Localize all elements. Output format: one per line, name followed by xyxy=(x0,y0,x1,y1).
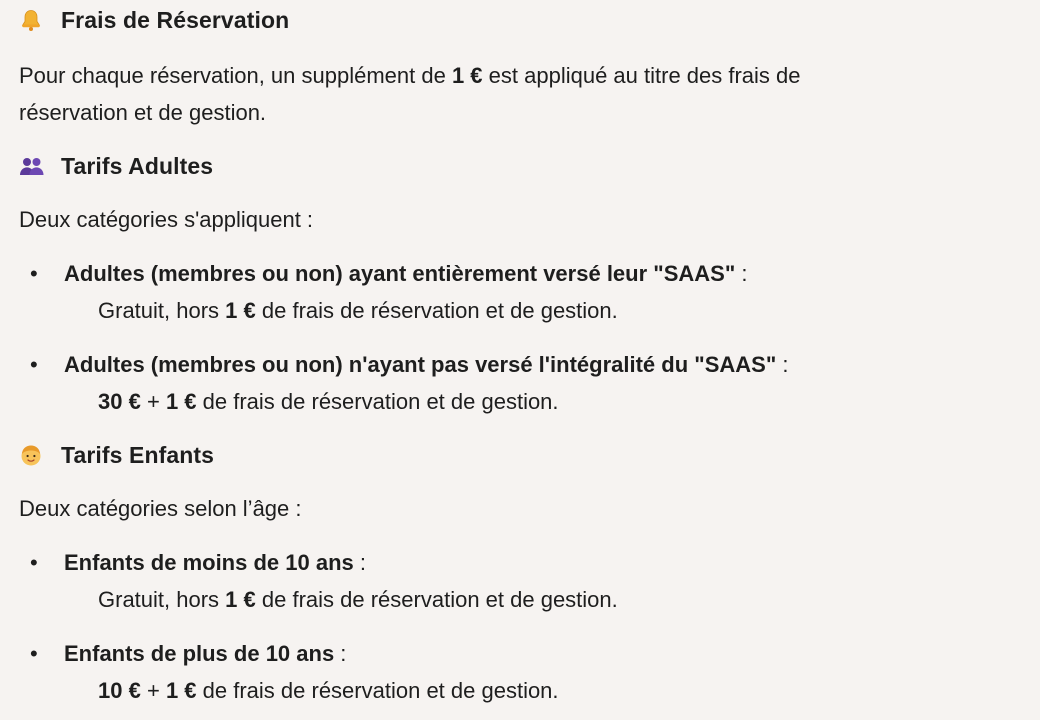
bullet-dot: • xyxy=(30,261,38,286)
detail-price: 30 € xyxy=(98,389,141,414)
bullet-detail xyxy=(64,581,1040,618)
detail-plus: + xyxy=(146,678,160,703)
bullet-colon: : xyxy=(776,352,789,377)
bullet-heading xyxy=(64,255,1040,292)
arrowhead-icon xyxy=(64,302,90,320)
detail-amount: 1 € xyxy=(225,587,256,612)
list-item xyxy=(19,255,1040,329)
detail-prefix: Gratuit, hors xyxy=(98,298,220,323)
bullet-dot: • xyxy=(30,641,38,666)
section-heading-enfants xyxy=(19,442,214,468)
list-item xyxy=(19,635,1040,709)
enfants-intro: Deux catégories selon l’âge : xyxy=(19,496,302,521)
arrowhead-icon xyxy=(64,591,90,609)
bullet-colon: : xyxy=(334,641,347,666)
bell-icon xyxy=(19,7,47,33)
section-title: Tarifs Adultes xyxy=(61,152,214,179)
bullet-detail xyxy=(64,672,1040,709)
detail-amount: 1 € xyxy=(225,298,256,323)
bullet-heading-text: Adultes (membres ou non) ayant entièrement versé leur "SAAS" xyxy=(64,261,736,286)
frais-text-line2: réservation et de gestion. xyxy=(19,100,267,125)
bullet-colon: : xyxy=(735,261,748,286)
section-title: Tarifs Enfants xyxy=(61,441,215,468)
bullet-dot: • xyxy=(30,352,38,377)
detail-price: 10 € xyxy=(98,678,141,703)
detail-prefix: Gratuit, hors xyxy=(98,587,220,612)
arrowhead-icon xyxy=(64,393,90,411)
section-heading-adultes xyxy=(19,153,213,179)
list-item xyxy=(19,346,1040,420)
bullet-heading-text: Adultes (membres ou non) n'ayant pas versé l'intégralité du "SAAS" xyxy=(64,352,777,377)
bullet-heading-text: Enfants de moins de 10 ans xyxy=(64,550,354,575)
frais-text-after: est appliqué au titre des frais de xyxy=(482,63,801,88)
bullet-detail xyxy=(64,292,1040,329)
detail-amount: 1 € xyxy=(165,678,197,703)
detail-suffix: de frais de réservation et de gestion. xyxy=(261,298,618,323)
people-icon xyxy=(19,153,47,179)
frais-amount: 1 € xyxy=(451,63,483,88)
detail-suffix: de frais de réservation et de gestion. xyxy=(202,678,559,703)
bullet-heading-text: Enfants de plus de 10 ans xyxy=(64,641,335,666)
bullet-dot: • xyxy=(30,550,38,575)
child-face-icon xyxy=(19,442,47,468)
frais-text-before: Pour chaque réservation, un supplément de xyxy=(19,63,452,88)
adultes-intro: Deux catégories s'appliquent : xyxy=(19,207,314,232)
detail-suffix: de frais de réservation et de gestion. xyxy=(202,389,559,414)
bullet-heading xyxy=(64,346,1040,383)
frais-paragraph xyxy=(19,57,1019,131)
section-heading-frais xyxy=(19,7,289,33)
arrowhead-icon xyxy=(64,682,90,700)
detail-amount: 1 € xyxy=(165,389,197,414)
detail-plus: + xyxy=(146,389,160,414)
bullet-heading xyxy=(64,544,1040,581)
bullet-detail xyxy=(64,383,1040,420)
bullet-colon: : xyxy=(353,550,366,575)
bullet-heading xyxy=(64,635,1040,672)
detail-suffix: de frais de réservation et de gestion. xyxy=(261,587,618,612)
section-title: Frais de Réservation xyxy=(61,6,290,33)
list-item xyxy=(19,544,1040,618)
